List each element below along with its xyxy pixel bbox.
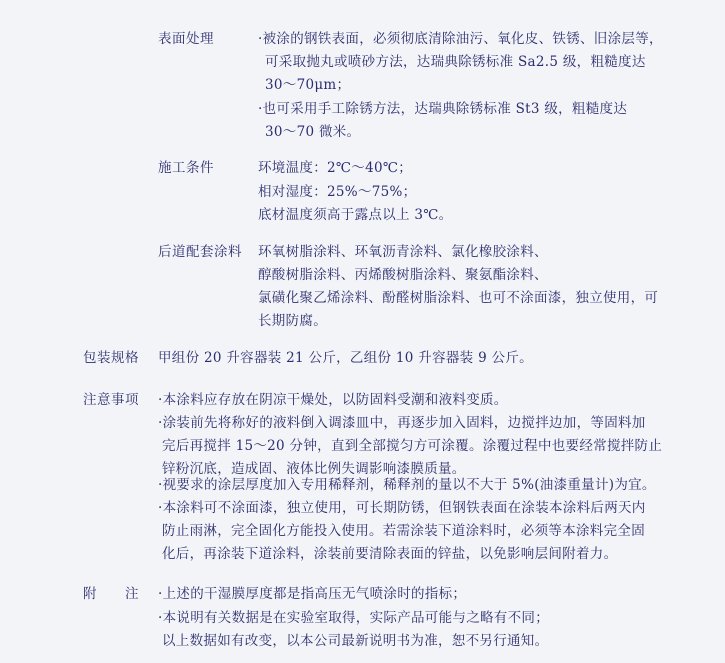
notes-line-5: ·视要求的涂层厚度加入专用稀释剂，稀释剂的量以不大于 5%(油漆重量计)为宜。 — [158, 477, 656, 493]
notes-label: 注意事项 — [83, 392, 139, 408]
construction-line-3: 底材温度须高于露点以上 3℃。 — [258, 207, 453, 223]
packaging-text: 甲组份 20 升容器装 21 公斤，乙组份 10 升容器装 9 公斤。 — [158, 350, 533, 366]
appendix-line-1: ·上述的干湿膜厚度都是指高压无气喷涂时的指标； — [158, 586, 467, 602]
notes-line-6: ·本涂料可不涂面漆，独立使用，可长期防锈，但钢铁表面在涂装本涂料后两天内 — [158, 500, 646, 516]
surface-line-5: 30～70 微米。 — [265, 124, 361, 140]
topcoat-line-2: 醇酸树脂涂料、丙烯酸树脂涂料、聚氨酯涂料、 — [258, 267, 548, 283]
notes-line-2: ·涂装前先将称好的液料倒入调漆皿中，再逐步加入固料，边搅拌边加，等固料加 — [158, 415, 646, 431]
topcoat-line-4: 长期防腐。 — [258, 313, 327, 329]
surface-treatment-label: 表面处理 — [158, 31, 214, 47]
surface-line-4: ·也可采用手工除锈方法，达瑞典除锈标准 St3 级，粗糙度达 — [258, 101, 628, 117]
packaging-label: 包装规格 — [83, 350, 139, 366]
surface-line-1: ·被涂的钢铁表面，必须彻底清除油污、氧化皮、铁锈、旧涂层等， — [258, 31, 663, 47]
appendix-line-2: ·本说明有关数据是在实验室取得，实际产品可能与之略有不同； — [158, 610, 549, 626]
notes-line-7: 防止雨淋，完全固化方能投入使用。若需涂装下道涂料时，必须等本涂料完全固 — [162, 523, 645, 539]
construction-line-2: 相对湿度：25%～75%； — [258, 184, 417, 200]
appendix-label: 附 注 — [83, 586, 139, 602]
surface-line-2: 可采取抛丸或喷砂方法，达瑞典除锈标准 Sa2.5 级，粗糙度达 — [265, 54, 646, 70]
surface-line-3: 30～70μm； — [265, 77, 351, 93]
topcoat-label: 后道配套涂料 — [158, 244, 242, 260]
appendix-line-3: 以上数据如有改变，以本公司最新说明书为准，恕不另行通知。 — [162, 633, 549, 649]
notes-line-4: 锌粉沉底，造成固、液体比例失调影响漆膜质量。 — [162, 461, 466, 477]
topcoat-line-1: 环氧树脂涂料、环氧沥青涂料、氯化橡胶涂料、 — [258, 244, 548, 260]
notes-line-8: 化后，再涂装下道涂料，涂装前要清除表面的锌盐，以免影响层间附着力。 — [162, 546, 618, 562]
construction-conditions-label: 施工条件 — [158, 160, 214, 176]
construction-line-1: 环境温度：2℃～40℃； — [258, 160, 413, 176]
topcoat-line-3: 氯磺化聚乙烯涂料、酚醛树脂涂料、也可不涂面漆，独立使用，可 — [258, 290, 659, 306]
notes-line-1: ·本涂料应存放在阴凉干燥处，以防固料受潮和液料变质。 — [158, 392, 508, 408]
notes-line-3: 完后再搅拌 15～20 分钟，直到全部搅匀方可涂覆。涂覆过程中也要经常搅拌防止 — [162, 438, 663, 454]
